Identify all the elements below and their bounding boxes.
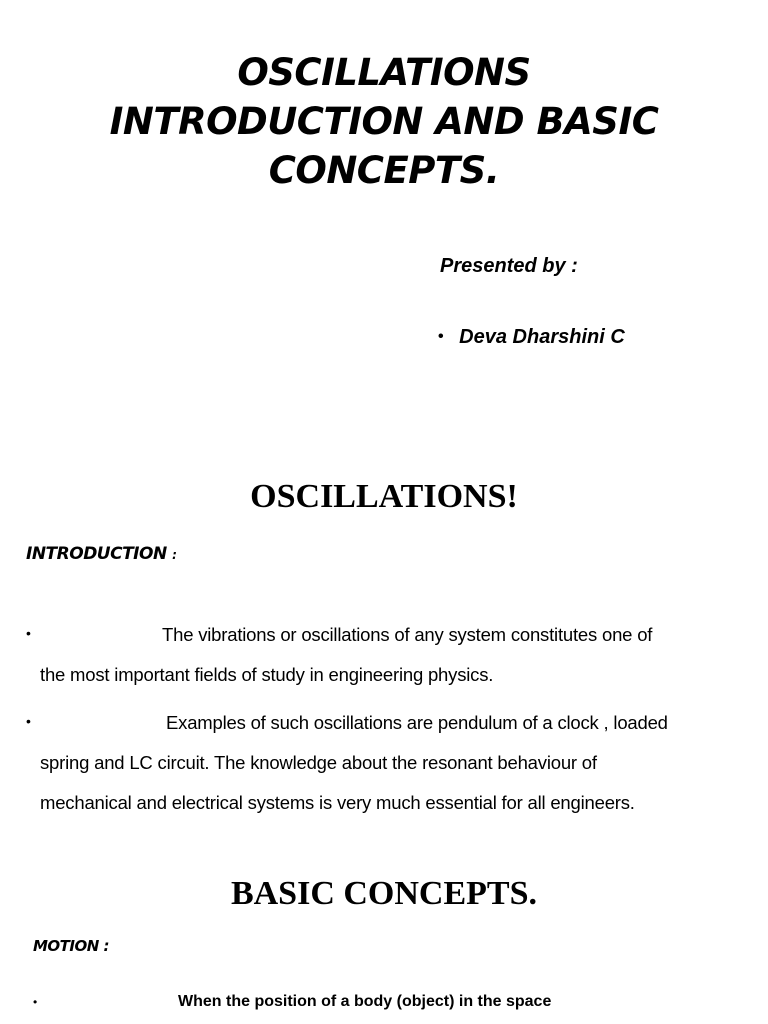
basic-concepts-heading: BASIC CONCEPTS.	[230, 875, 538, 912]
paragraph-line: The vibrations or oscillations of any system constitutes one of	[162, 624, 653, 645]
presented-by-label: Presented by :	[440, 255, 578, 277]
motion-bullet-1	[33, 990, 551, 1014]
paragraph-line: the most important fields of study in engineering physics.	[40, 664, 494, 685]
motion-subheading: MOTION :	[33, 937, 110, 955]
presenter-item	[438, 323, 625, 351]
document-title	[0, 48, 768, 195]
paragraph-line: Examples of such oscillations are pendulum of a clock , loaded	[166, 712, 668, 733]
title-line-1: OSCILLATIONS	[237, 51, 531, 94]
presenter-name: Deva Dharshini C	[459, 326, 625, 348]
oscillations-heading: OSCILLATIONS!	[250, 478, 518, 515]
title-line-2: INTRODUCTION AND BASIC	[109, 100, 659, 143]
introduction-colon: :	[172, 548, 177, 562]
title-line-3: CONCEPTS.	[268, 149, 500, 192]
paragraph-line: mechanical and electrical systems is very much essential for all engineers.	[40, 792, 635, 813]
bullet-icon: •	[26, 625, 31, 641]
intro-bullet-1	[26, 615, 764, 695]
introduction-label: INTRODUCTION	[26, 544, 167, 564]
bullet-icon: •	[438, 328, 444, 345]
motion-bullet-text: When the position of a body (object) in the space	[178, 993, 552, 1010]
introduction-subheading	[26, 542, 176, 567]
bullet-icon: •	[26, 713, 31, 729]
intro-bullet-2	[26, 703, 764, 823]
paragraph-line: spring and LC circuit. The knowledge about the resonant behaviour of	[40, 752, 597, 773]
bullet-icon: •	[33, 995, 38, 1009]
